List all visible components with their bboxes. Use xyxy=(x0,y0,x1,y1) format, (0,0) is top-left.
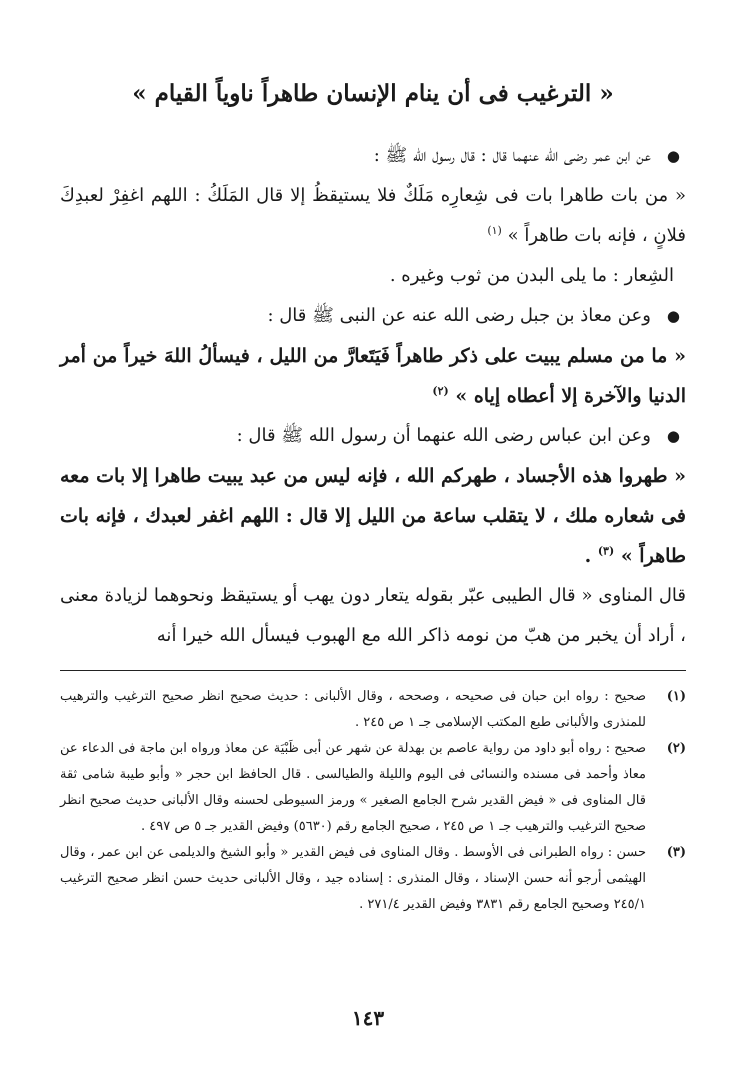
footnote-text: حسن : رواه الطبرانى فى الأوسط . وقال المناوى فى فيض القدير « وأبو الشيخ والديلمى عن ابن عمر ، وقال الهيثمى أرجو أنه حسن الإسناد ، وقال المنذرى : إسناده جيد ، وقال الألبانى حديث حسن انظر صحيح الترغيب ٢٤٥/١ وصحيح الجامع رقم ٣٨٣١ وفيض القدير ٢٧١/٤ . xyxy=(60,845,646,912)
hadith-quote: « من بات طاهرا بات فى شِعارِه مَلَكٌ فلا يستيقظُ إلا قال المَلَكُ : اللهم اغفِرْ لعبدِكَ فلانٍ ، فإنه بات طاهراً » xyxy=(60,185,686,246)
commentary-paragraph: قال المناوى « قال الطيبى عبّر بقوله يتعار دون يهب أو يستيقظ ونحوهما لزيادة معنى ، أراد أن يخبر من هبّ من نومه ذاكر الله مع الهبوب فيسأل الله خيرا أنه xyxy=(60,585,686,646)
hadith-intro-1 xyxy=(60,136,686,176)
footnote-ref: (٣) xyxy=(597,544,615,558)
footnote-ref: (١) xyxy=(487,224,502,237)
hadith-text-2 xyxy=(60,336,686,416)
bullet-icon: ● xyxy=(666,307,680,325)
footnote-number: (١) xyxy=(666,689,686,704)
page-body xyxy=(60,78,686,656)
hadith-intro-text: وعن معاذ بن جبل رضى الله عنه عن النبى ﷺ قال : xyxy=(267,305,651,326)
footnote-text: صحيح : رواه ابن حبان فى صحيحه ، وصححه ، وقال الألبانى : حديث صحيح انظر صحيح الترغيب والترهيب للمنذرى والألبانى طبع المكتب الإسلامى جـ ١ ص ٢٤٥ . xyxy=(60,689,646,730)
hadith-quote: « ما من مسلم يبيت على ذكر طاهراً فَيَتَعارَّ من الليل ، فيسألُ اللهَ خيراً من أمر الدنيا والآخرة إلا أعطاه إياه » xyxy=(60,345,686,407)
page-number: ١٤٣ xyxy=(351,1006,385,1030)
footnote-1 xyxy=(60,684,686,736)
hadith-intro-text: عن ابن عمر رضى الله عنهما قال : قال رسول الله ﷺ : xyxy=(373,145,651,166)
footnote-number: (٢) xyxy=(666,741,686,756)
hadith-intro-2 xyxy=(60,296,686,336)
chapter-title: « الترغيب فى أن ينام الإنسان طاهراً ناوياً القيام » xyxy=(132,80,614,107)
footnote-2 xyxy=(60,736,686,840)
footnotes-section xyxy=(60,684,686,918)
sentence-end: . xyxy=(584,545,598,567)
word-note: الشِعار : ما يلى البدن من ثوب وغيره . xyxy=(389,265,674,286)
hadith-intro-text: وعن ابن عباس رضى الله عنهما أن رسول الله ﷺ قال : xyxy=(236,425,651,446)
bullet-icon: ● xyxy=(666,147,680,165)
footnote-text: صحيح : رواه أبو داود من رواية عاصم بن بهدلة عن شهر عن أبى ظَبْيَة عن معاذ ورواه ابن ماجة فى الدعاء عن معاذ وأحمد فى مسنده والنسائى فى اليوم والليلة والطيالسى . قال الحافظ ابن حجر « وأبو طيبة شامى ثقة قال المناوى فى « فيض القدير شرح الجامع الصغير » ورمز السيوطى لحسنه وقال الألبانى حديث صحيح انظر صحيح الترغيب والترهيب جـ ١ ص ٢٤٥ ، صحيح الجامع رقم (٥٦٣٠) وفيض القدير جـ ٥ ص ٤٩٧ . xyxy=(60,741,646,834)
bullet-icon: ● xyxy=(666,427,680,445)
hadith-text-3 xyxy=(60,456,686,576)
footnote-ref: (٢) xyxy=(432,384,449,398)
hadith-text-1 xyxy=(60,176,686,256)
footnote-divider xyxy=(60,670,686,671)
footnote-3 xyxy=(60,840,686,918)
hadith-quote: « طهروا هذه الأجساد ، طهركم الله ، فإنه ليس من عبد يبيت طاهرا إلا بات معه فى شعاره ملك ، لا يتقلب ساعة من الليل إلا قال : اللهم اغفر لعبدك ، فإنه بات طاهراً » xyxy=(60,465,686,567)
hadith-intro-3 xyxy=(60,416,686,456)
footnote-number: (٣) xyxy=(666,845,686,860)
